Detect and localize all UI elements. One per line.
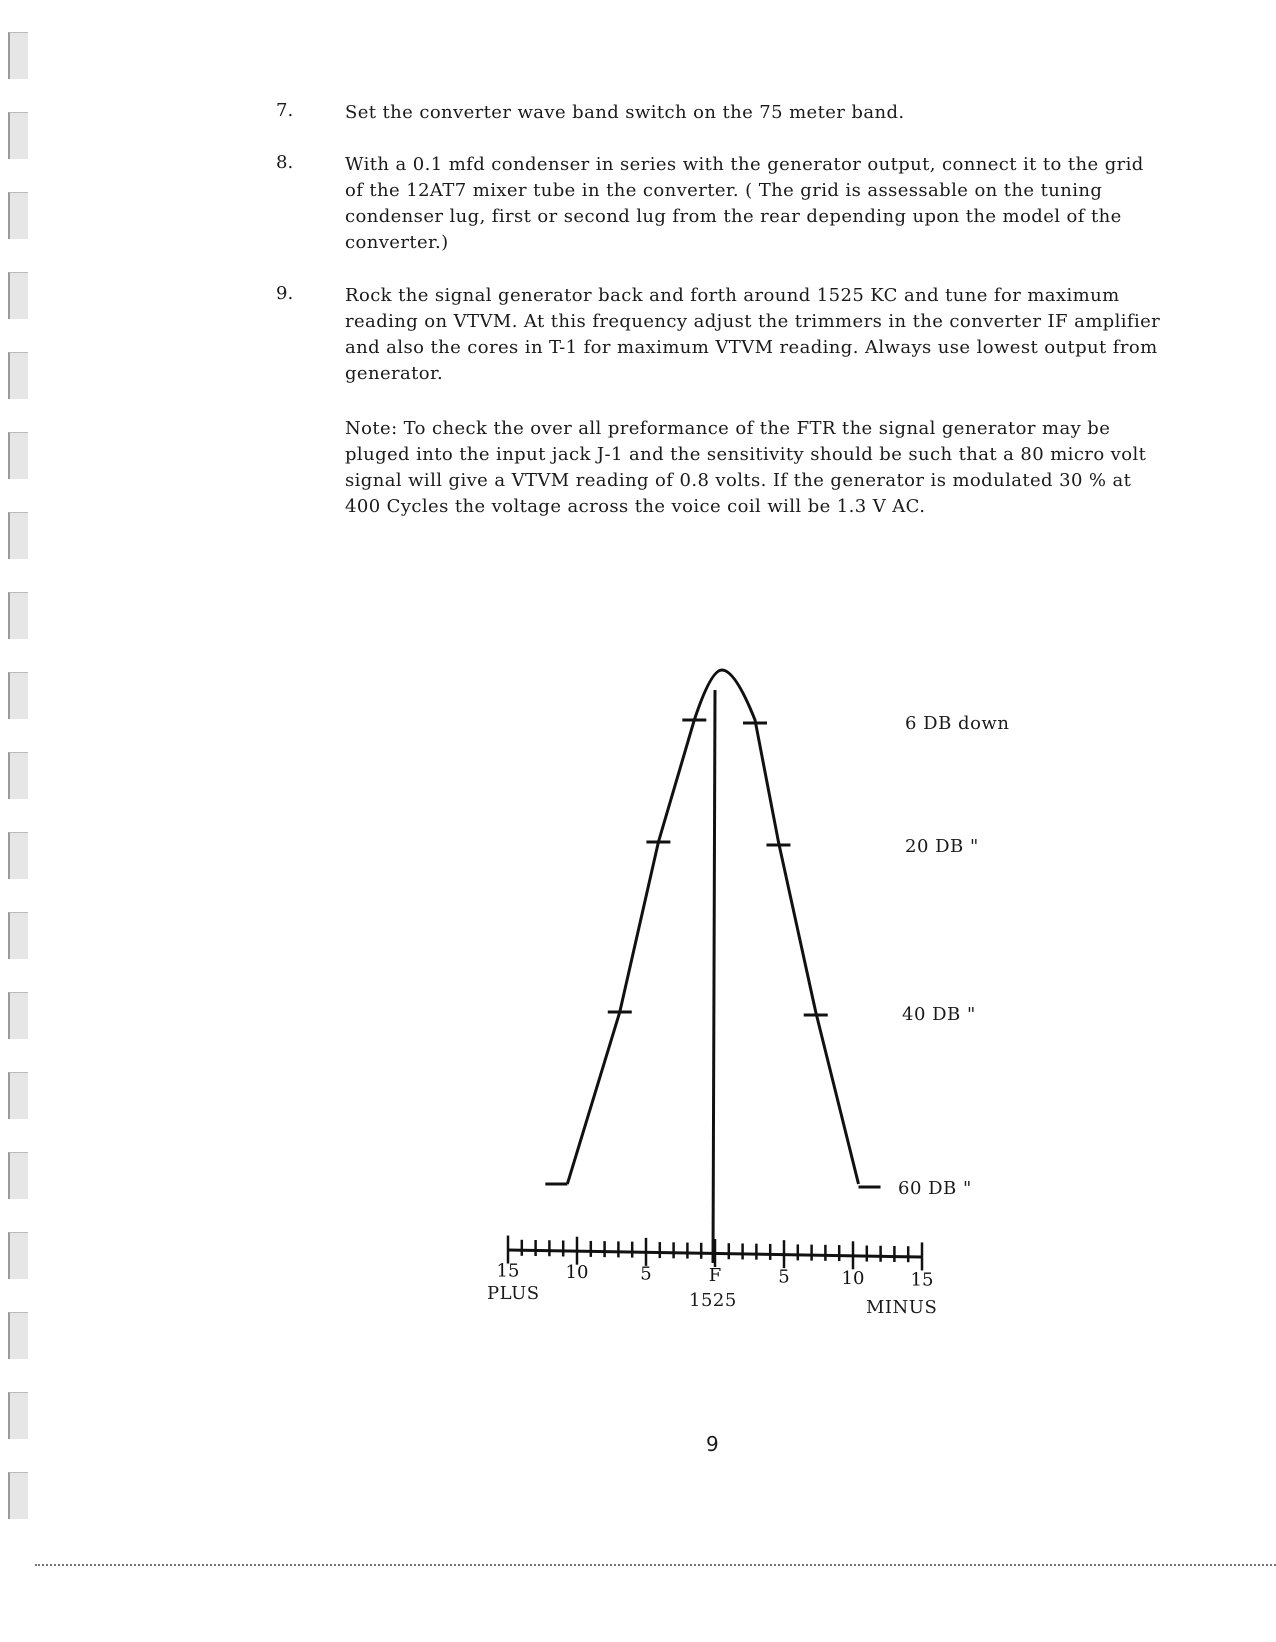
axis-tick-label: 5 (778, 1266, 790, 1288)
level-label-6db: 6 DB down (905, 713, 1010, 734)
center-frequency-label: 1525 (689, 1290, 737, 1311)
note-text: Note: To check the over all preformance of the FTR the signal generator may be pluged into the input jack J-1 and the sensitivity should be such that a 80 micro volt signal will give a VTVM reading of 0.8 volts. If the generator is modulated 30 % at 400 Cycles the voltage across the voice coil will be 1.3 V AC. (345, 418, 1147, 517)
step-9-text: Rock the signal generator back and forth around 1525 KC and tune for maximum reading on VTVM. At this frequency adjust the trimmers in the converter IF amplifier and also the cores in T-1 for maximum VTVM reading. Always use lowest output from generator. (345, 285, 1161, 384)
step-7-text: Set the converter wave band switch on the 75 meter band. (345, 102, 905, 123)
axis-tick-label: 5 (640, 1263, 652, 1285)
step-7-number: 7. (276, 100, 294, 121)
step-9-number: 9. (276, 283, 294, 304)
level-label-40db: 40 DB " (902, 1004, 976, 1025)
step-8-text: With a 0.1 mfd condenser in series with the generator output, connect it to the grid of the 12AT7 mixer tube in the converter. ( The grid is assessable on the tuning condenser lug, first or second lug from the rear depending upon the model of the converter.) (345, 154, 1144, 253)
bottom-edge-line (35, 1564, 1276, 1566)
axis-tick-label: 15 (910, 1269, 934, 1291)
step-8-number: 8. (276, 152, 294, 173)
level-label-20db: 20 DB " (905, 836, 979, 857)
level-label-60db: 60 DB " (898, 1178, 972, 1199)
center-frequency-line (713, 690, 715, 1263)
page-number: 9 (706, 1432, 719, 1456)
x-label-plus: PLUS (487, 1283, 540, 1304)
x-label-minus: MINUS (866, 1297, 938, 1318)
axis-tick-label: 15 (496, 1260, 520, 1282)
axis-tick-label: 10 (841, 1268, 865, 1289)
axis-tick-label: 10 (565, 1262, 589, 1283)
axis-tick-label: F (708, 1265, 722, 1286)
